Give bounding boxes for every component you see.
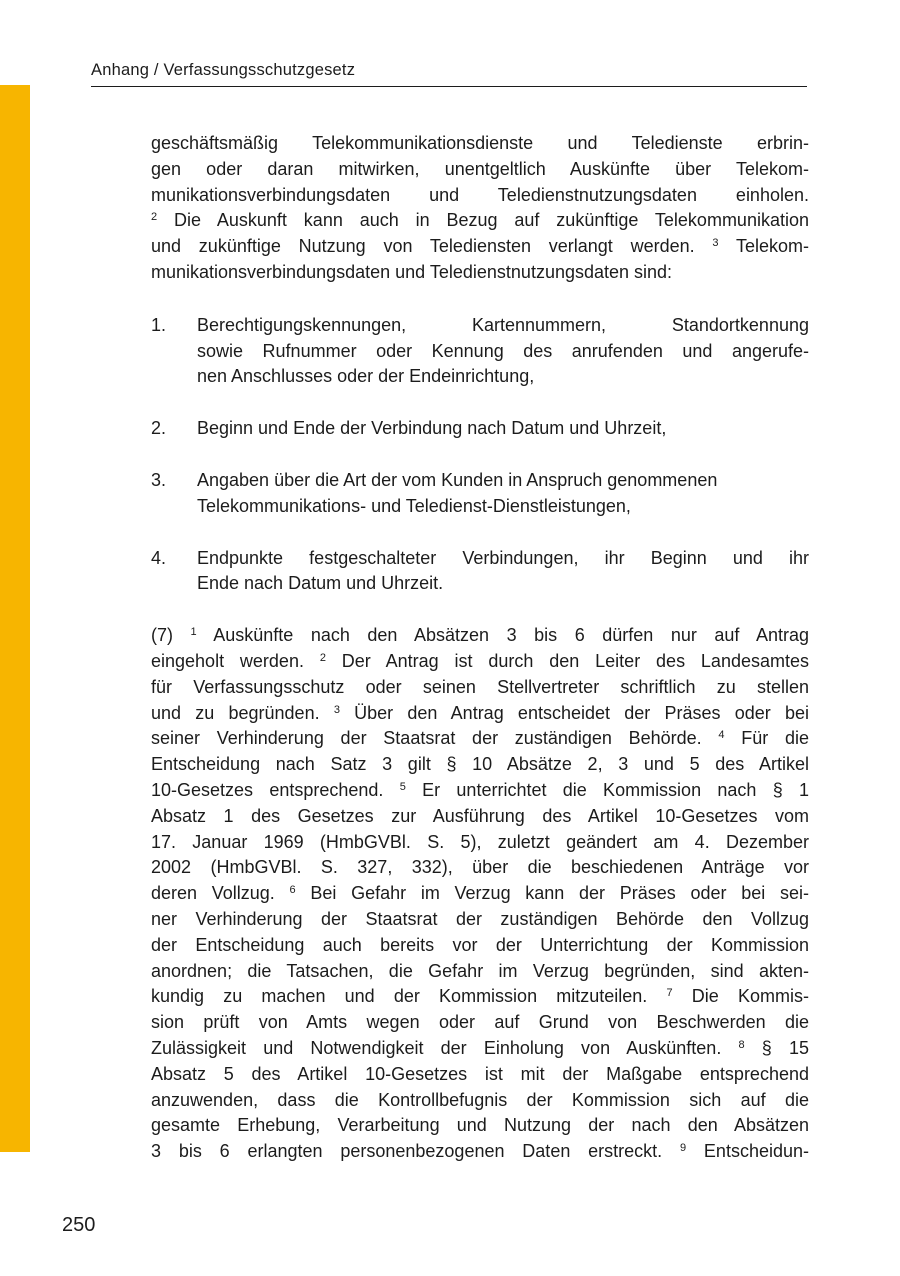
page-number: 250 <box>62 1214 96 1236</box>
text-line: sion prüft von Amts wegen oder auf Grund von Beschwerden die <box>151 1012 809 1033</box>
list-number: 4. <box>151 547 167 568</box>
list-item <box>151 468 809 520</box>
sentence-number: 8 <box>738 1038 745 1051</box>
text-line: 2002 (HmbGVBl. S. 327, 332), über die beschiedenen Anträge vor <box>151 857 809 878</box>
sentence-number: 9 <box>679 1142 687 1155</box>
text-line: Zulässigkeit und Notwendigkeit der Einholung von Auskünften. $^8$ § 15 <box>151 1037 809 1058</box>
text-line: gesamte Erhebung, Verarbeitung und Nutzung der nach den Absätzen <box>151 1115 809 1136</box>
list-number: 2. <box>151 418 167 439</box>
side-color-bar <box>0 85 30 1152</box>
text-line: Absatz 1 des Gesetzes zur Ausführung des Artikel 10-Gesetzes vom <box>151 805 809 826</box>
text-line: und zu begründen. $^3$ Über den Antrag entscheidet der Präses oder bei <box>151 702 809 723</box>
text-line: Angaben über die Art der vom Kunden in Anspruch genommenen <box>197 469 718 490</box>
sentence-number: 5 <box>399 780 406 793</box>
text-line: munikationsverbindungsdaten und Teledienstnutzungsdaten einholen. <box>151 184 809 205</box>
running-header <box>91 60 807 87</box>
sentence-number: 3 <box>712 237 719 250</box>
text-line: ner Verhinderung der Staatsrat der zuständigen Behörde den Vollzug <box>151 908 809 929</box>
text-line: Entscheidung nach Satz 3 gilt § 10 Absätze 2, 3 und 5 des Artikel <box>151 754 809 775</box>
text-line: munikationsverbindungsdaten und Teledienstnutzungsdaten sind: <box>151 261 673 282</box>
numbered-list <box>151 313 809 597</box>
text-line: anordnen; die Tatsachen, die Gefahr im Verzug begründen, sind akten- <box>151 960 809 981</box>
text-line: kundig zu machen und der Kommission mitzuteilen. $^7$ Die Kommis- <box>151 986 809 1007</box>
sentence-number: 3 <box>333 703 340 716</box>
text-line: gen oder daran mitwirken, unentgeltlich Auskünfte über Telekom- <box>151 158 809 179</box>
text-line: sowie Rufnummer oder Kennung des anrufenden und angerufe- <box>197 340 809 361</box>
text-line: Ende nach Datum und Uhrzeit. <box>197 573 444 594</box>
text-line: $^2$ Die Auskunft kann auch in Bezug auf zukünftige Telekommunikation <box>151 210 809 231</box>
text-line: Telekommunikations- und Teledienst-Dienstleistungen, <box>197 495 631 516</box>
list-number: 1. <box>151 314 167 335</box>
paragraph-intro <box>151 131 809 286</box>
list-item <box>151 416 809 442</box>
text-line: Berechtigungskennungen, Kartennummern, Standortkennung <box>197 314 809 335</box>
text-line: eingeholt werden. $^2$ Der Antrag ist durch den Leiter des Landesamtes <box>151 650 809 671</box>
sentence-number: 7 <box>666 987 673 1000</box>
text-line: anzuwenden, dass die Kontrollbefugnis der Kommission sich auf die <box>151 1089 809 1110</box>
text-line: und zukünftige Nutzung von Telediensten verlangt werden. $^3$ Telekom- <box>151 236 809 257</box>
list-number: 3. <box>151 469 167 490</box>
text-line: für Verfassungsschutz oder seinen Stellvertreter schriftlich zu stellen <box>151 676 809 697</box>
list-item <box>151 313 809 390</box>
text-line: (7) $^1$ Auskünfte nach den Absätzen 3 bis 6 dürfen nur auf Antrag <box>151 625 809 646</box>
sentence-number: 6 <box>289 884 296 897</box>
sentence-number: 2 <box>151 211 158 224</box>
paragraph-7 <box>151 623 809 1165</box>
sentence-number: 1 <box>190 626 197 639</box>
text-line: Beginn und Ende der Verbindung nach Datum und Uhrzeit, <box>197 418 667 439</box>
sentence-number: 4 <box>718 729 725 742</box>
text-line: seiner Verhinderung der Staatsrat der zuständigen Behörde. $^4$ Für die <box>151 728 809 749</box>
sentence-number: 2 <box>319 651 326 664</box>
text-line: deren Vollzug. $^6$ Bei Gefahr im Verzug kann der Präses oder bei sei- <box>151 883 809 904</box>
text-line: Endpunkte festgeschalteter Verbindungen, ihr Beginn und ihr <box>197 547 809 568</box>
text-line: der Entscheidung auch bereits vor der Unterrichtung der Kommission <box>151 934 809 955</box>
text-line: geschäftsmäßig Telekommunikationsdienste und Teledienste erbrin- <box>151 133 809 153</box>
text-line: 3 bis 6 erlangten personenbezogenen Daten erstreckt. $^9$ Entscheidun- <box>151 1141 809 1162</box>
text-line: 17. Januar 1969 (HmbGVBl. S. 5), zuletzt geändert am 4. Dezember <box>151 831 809 852</box>
running-header-title: Anhang / Verfassungsschutzgesetz <box>91 61 356 79</box>
text-line: Absatz 5 des Artikel 10-Gesetzes ist mit der Maßgabe entsprechend <box>151 1063 809 1084</box>
text-line: nen Anschlusses oder der Endeinrichtung, <box>197 366 535 387</box>
text-line: 10-Gesetzes entsprechend. $^5$ Er unterrichtet die Kommission nach § 1 <box>151 779 809 800</box>
page-body <box>151 131 809 1165</box>
list-item <box>151 546 809 598</box>
